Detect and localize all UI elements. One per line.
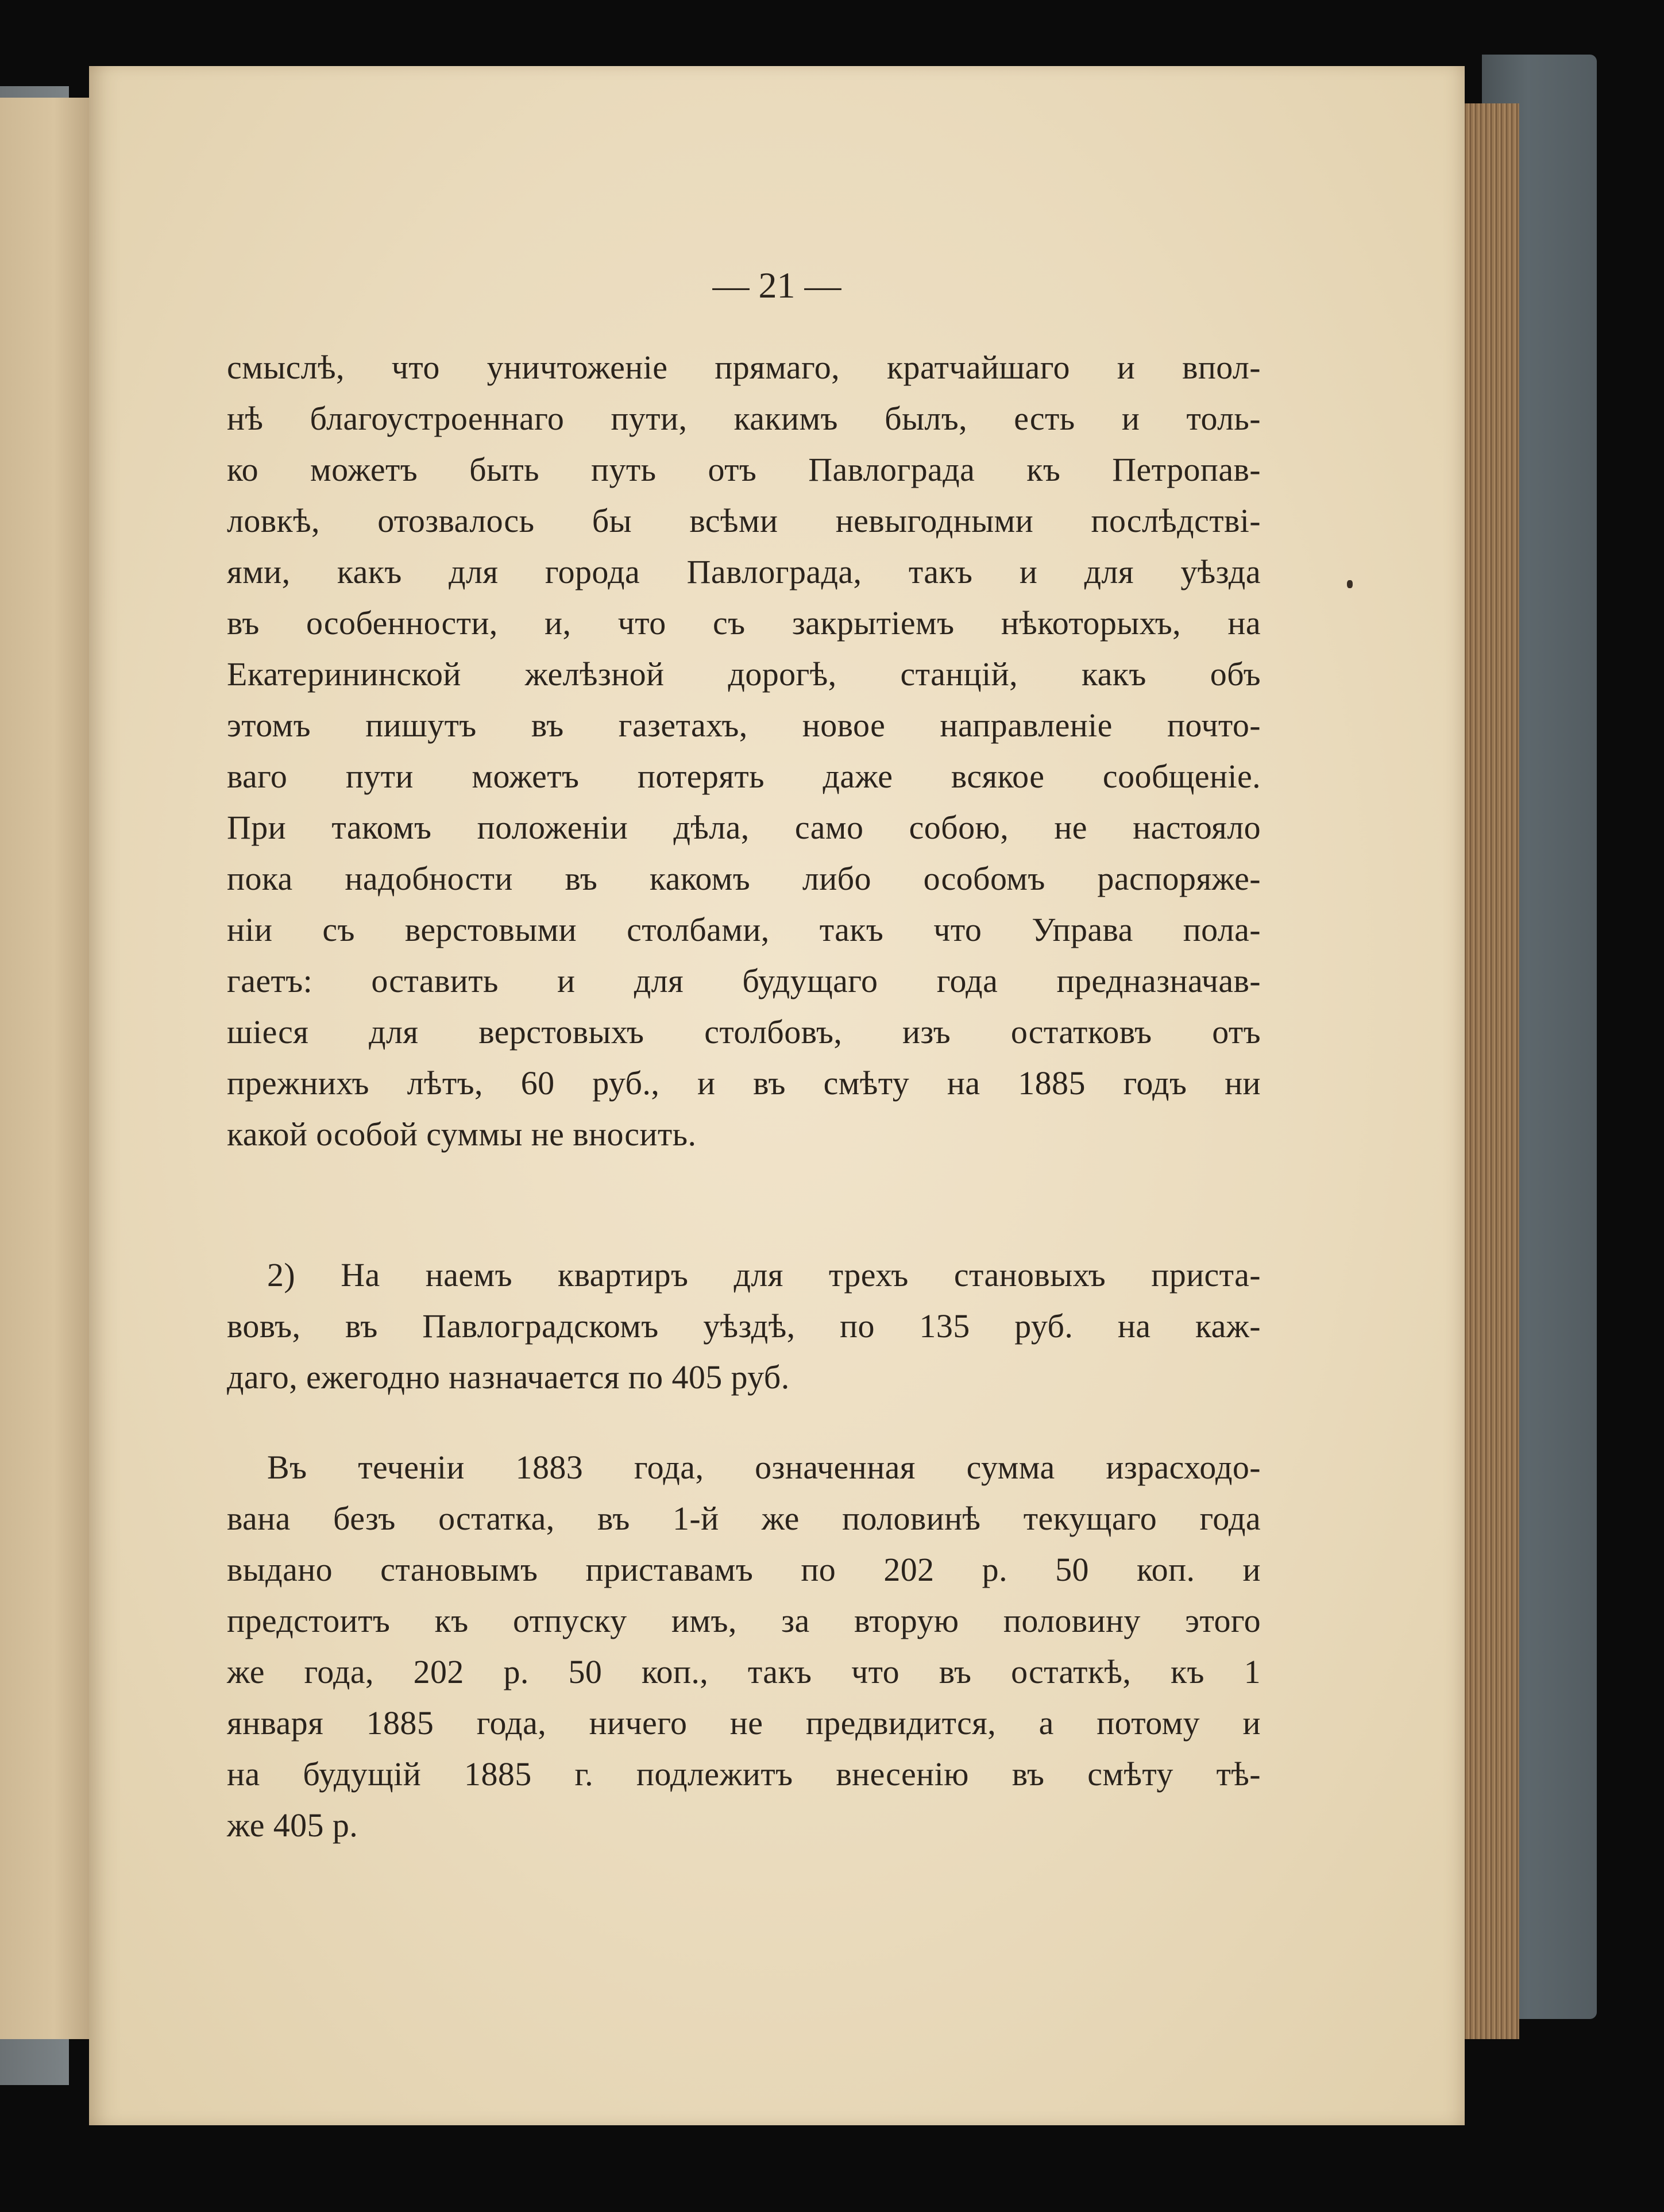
text-line: даго, ежегодно назначается по 405 руб. xyxy=(227,1358,790,1396)
text-line: же года, 202 р. 50 коп., такъ что въ остаткѣ, къ 1 xyxy=(227,1653,1261,1690)
text-line: ловкѣ, отозвалось бы всѣми невыгодными послѣдствi- xyxy=(227,502,1261,539)
text-line: на будущій 1885 г. подлежитъ внесенію въ смѣту тѣ- xyxy=(227,1755,1261,1793)
text-line: пока надобности въ какомъ либо особомъ распоряже- xyxy=(227,860,1261,897)
book-page xyxy=(89,66,1465,2125)
text-line: 2) На наемъ квартиръ для трехъ становыхъ приста- xyxy=(267,1256,1261,1294)
text-line: прежнихъ лѣтъ, 60 руб., и въ смѣту на 1885 годъ ни xyxy=(227,1064,1261,1102)
text-line: При такомъ положеніи дѣла, само собою, не настояло xyxy=(227,809,1261,846)
paragraph-2 xyxy=(227,1249,1261,1403)
text-line: шіеся для верстовыхъ столбовъ, изъ остатковъ отъ xyxy=(227,1013,1261,1051)
left-page-edge xyxy=(0,98,91,2039)
text-line: въ особенности, и, что съ закрытіемъ нѣкоторыхъ, на xyxy=(227,604,1261,642)
text-line: вана безъ остатка, въ 1-й же половинѣ текущаго года xyxy=(227,1500,1261,1537)
text-line: ніи съ верстовыми столбами, такъ что Управа пола- xyxy=(227,911,1261,948)
text-line: выдано становымъ приставамъ по 202 р. 50 коп. и xyxy=(227,1551,1261,1588)
text-line: ваго пути можетъ потерять даже всякое сообщеніе. xyxy=(227,758,1261,795)
text-line: гаетъ: оставить и для будущаго года предназначав- xyxy=(227,962,1261,999)
text-line: Екатерининской желѣзной дорогѣ, станцій, какъ объ xyxy=(227,655,1261,693)
text-line: нѣ благоустроеннаго пути, какимъ былъ, есть и толь- xyxy=(227,400,1261,437)
text-line: ями, какъ для города Павлограда, такъ и для уѣзда xyxy=(227,553,1261,590)
text-line: Въ теченіи 1883 года, означенная сумма израсходо- xyxy=(267,1449,1261,1486)
page-number-header: — 21 — xyxy=(712,265,841,306)
text-line: января 1885 года, ничего не предвидится, а потому и xyxy=(227,1704,1261,1742)
page-edges xyxy=(1462,103,1519,2039)
text-line: этомъ пишутъ въ газетахъ, новое направленіе почто- xyxy=(227,707,1261,744)
text-line: предстоитъ къ отпуску имъ, за вторую половину этого xyxy=(227,1602,1261,1639)
text-line: же 405 р. xyxy=(227,1806,358,1844)
paragraph-3 xyxy=(227,1442,1261,1851)
text-line: вовъ, въ Павлоградскомъ уѣздѣ, по 135 руб. на каж- xyxy=(227,1307,1261,1345)
paragraph-1 xyxy=(227,342,1261,1160)
text-line: какой особой суммы не вносить. xyxy=(227,1115,697,1153)
ink-speck xyxy=(1347,580,1353,588)
text-line: смыслѣ, что уничтоженіе прямаго, кратчайшаго и впол- xyxy=(227,349,1261,386)
text-line: ко можетъ быть путь отъ Павлограда къ Петропав- xyxy=(227,451,1261,488)
